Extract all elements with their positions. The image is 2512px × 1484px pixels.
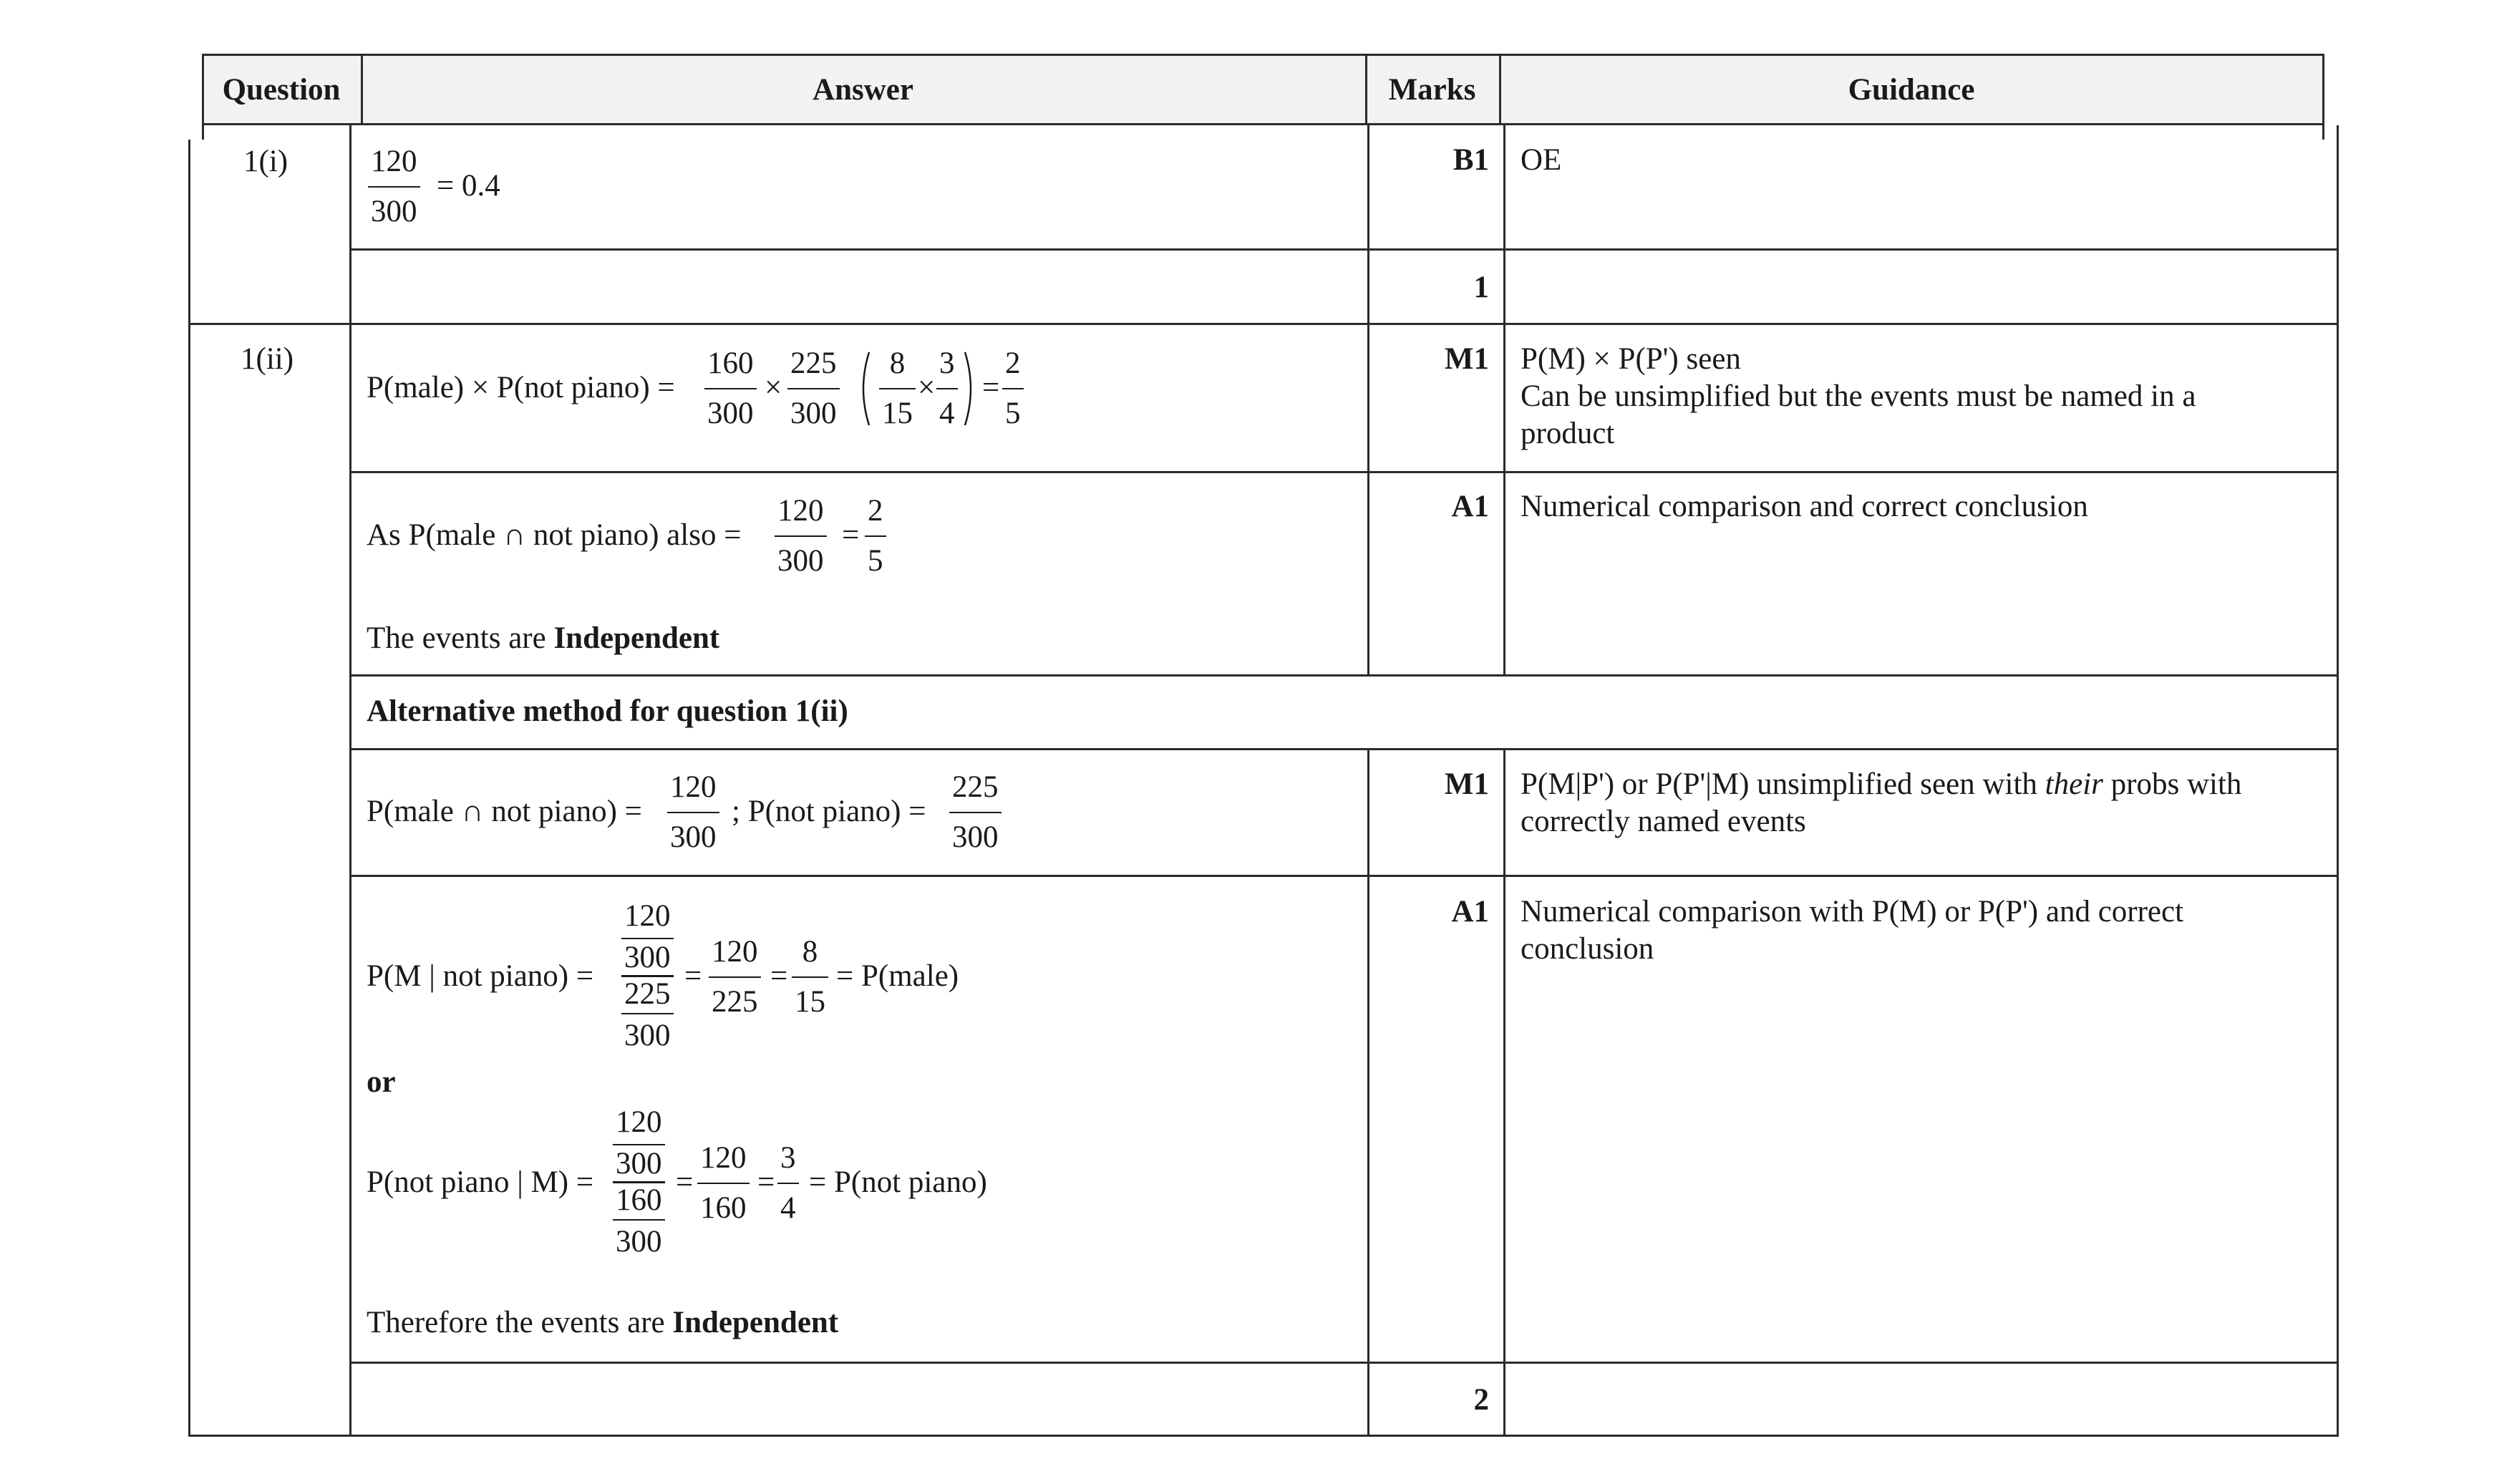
fraction: 8 15 bbox=[792, 933, 828, 1021]
question-label: 1(ii) bbox=[241, 342, 294, 376]
table-border bbox=[349, 248, 2339, 251]
table-border bbox=[2337, 125, 2339, 1437]
guidance-text: correctly named events bbox=[1521, 805, 1806, 838]
guidance-text: Numerical comparison and correct conclusion bbox=[1521, 490, 2088, 523]
mark-total: 2 bbox=[1473, 1383, 1489, 1417]
fraction: 3 4 bbox=[777, 1140, 799, 1227]
compound-fraction: 120 300 225 300 bbox=[621, 898, 674, 1054]
operator: × bbox=[765, 371, 782, 404]
header-border bbox=[1499, 54, 1501, 125]
header-border bbox=[202, 54, 204, 140]
table-border bbox=[188, 140, 190, 1437]
answer-text: = 0.4 bbox=[437, 169, 500, 203]
guidance-text: Can be unsimplified but the events must be named in a bbox=[1521, 379, 2196, 413]
fraction: 225 300 bbox=[949, 769, 1002, 856]
guidance-text: Numerical comparison with P(M) or P(P') and correct bbox=[1521, 895, 2184, 928]
guidance-text: P(M) × P(P') seen bbox=[1521, 342, 1741, 376]
mark-total: 1 bbox=[1473, 271, 1489, 304]
header-border bbox=[2322, 54, 2324, 140]
table-border bbox=[188, 1435, 2339, 1437]
fraction: 2 5 bbox=[865, 493, 886, 580]
answer-text: = P(male) bbox=[836, 959, 959, 993]
alt-method-heading: Alternative method for question 1(ii) bbox=[367, 694, 848, 728]
answer-text: P(male ∩ not piano) = bbox=[367, 795, 642, 828]
table-border bbox=[349, 674, 2339, 676]
fraction: 3 4 bbox=[936, 345, 958, 432]
table-border bbox=[349, 125, 351, 1437]
header-border bbox=[1365, 54, 1367, 125]
open-paren bbox=[856, 349, 872, 428]
mark-code: M1 bbox=[1444, 767, 1489, 801]
mark-code: M1 bbox=[1444, 342, 1489, 376]
table-border bbox=[188, 323, 2339, 325]
fraction: 225 300 bbox=[787, 345, 840, 432]
fraction: 8 15 bbox=[879, 345, 916, 432]
operator: = bbox=[684, 959, 702, 993]
header-border bbox=[361, 54, 363, 125]
guidance-text: P(M|P') or P(P'|M) unsimplified seen with their probs with bbox=[1521, 767, 2242, 801]
table-border bbox=[1367, 748, 1369, 1437]
fraction: 120 300 bbox=[368, 143, 420, 231]
guidance-text: product bbox=[1521, 417, 1615, 450]
or-label: or bbox=[367, 1065, 396, 1099]
table-border bbox=[349, 1362, 2339, 1364]
table-border bbox=[1367, 125, 1369, 676]
operator: = bbox=[842, 518, 860, 552]
mark-code: B1 bbox=[1453, 143, 1489, 177]
answer-text: P(not piano | M) = bbox=[367, 1165, 594, 1199]
operator: × bbox=[918, 371, 936, 404]
mark-code: A1 bbox=[1451, 895, 1489, 928]
compound-fraction: 120 300 160 300 bbox=[613, 1104, 665, 1261]
operator: = bbox=[757, 1165, 775, 1199]
question-label: 1(i) bbox=[243, 145, 288, 178]
answer-text: P(M | not piano) = bbox=[367, 959, 594, 993]
fraction: 2 5 bbox=[1002, 345, 1024, 432]
table-header bbox=[202, 54, 2324, 125]
conclusion-text: Therefore the events are Independent bbox=[367, 1306, 839, 1339]
fraction: 120 300 bbox=[667, 769, 719, 856]
close-paren bbox=[962, 349, 978, 428]
answer-text: = P(not piano) bbox=[809, 1165, 987, 1199]
mark-code: A1 bbox=[1451, 490, 1489, 523]
header-marks: Marks bbox=[1388, 72, 1476, 107]
table-border bbox=[349, 471, 2339, 473]
operator: = bbox=[676, 1165, 694, 1199]
conclusion-text: The events are Independent bbox=[367, 621, 720, 655]
fraction: 120 300 bbox=[775, 493, 827, 580]
table-border bbox=[349, 875, 2339, 877]
operator: = bbox=[770, 959, 788, 993]
header-answer: Answer bbox=[813, 72, 913, 107]
fraction: 120 225 bbox=[709, 933, 761, 1021]
fraction: 160 300 bbox=[704, 345, 757, 432]
answer-text: ; P(not piano) = bbox=[732, 795, 926, 828]
answer-text: As P(male ∩ not piano) also = bbox=[367, 518, 742, 552]
answer-text: P(male) × P(not piano) = bbox=[367, 371, 675, 404]
table-border bbox=[349, 748, 2339, 750]
header-guidance: Guidance bbox=[1848, 72, 1975, 107]
fraction: 120 160 bbox=[697, 1140, 750, 1227]
guidance-text: OE bbox=[1521, 143, 1562, 177]
table-border bbox=[1503, 748, 1505, 1437]
guidance-text: conclusion bbox=[1521, 932, 1654, 966]
header-question: Question bbox=[222, 72, 341, 107]
table-border bbox=[1503, 125, 1505, 676]
operator: = bbox=[982, 371, 1000, 404]
